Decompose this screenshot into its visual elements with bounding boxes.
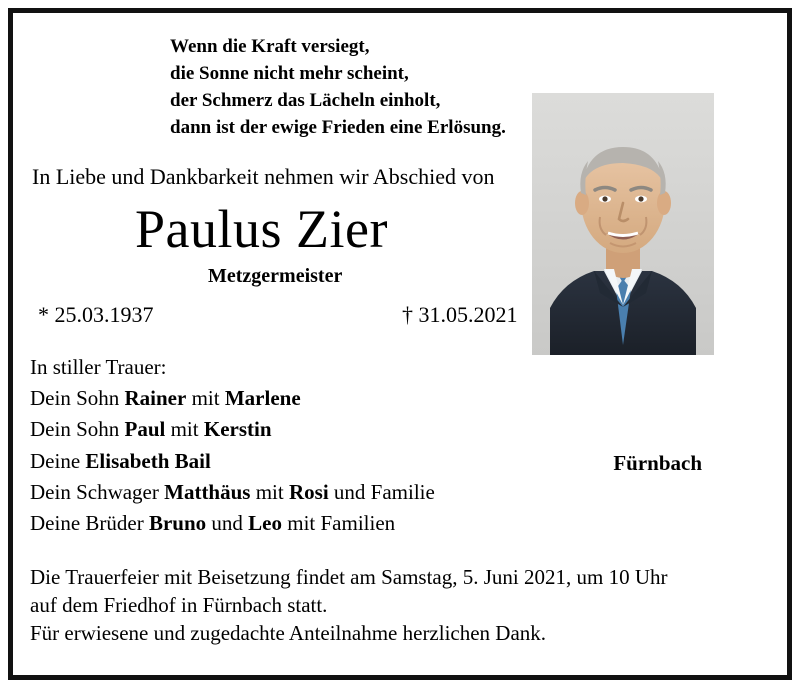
- mourner-seg-bold: Elisabeth Bail: [85, 448, 211, 473]
- mourning-header: In stiller Trauer:: [30, 355, 167, 380]
- portrait-photo: [532, 93, 714, 355]
- mourner-seg-bold: Leo: [248, 510, 282, 535]
- death-date: † 31.05.2021: [402, 302, 518, 328]
- mourner-seg: mit: [250, 479, 289, 504]
- mourner-seg: mit Familien: [281, 510, 396, 535]
- funeral-info: [30, 563, 770, 647]
- mourner-line-4: [30, 477, 770, 508]
- funeral-line-1: Die Trauerfeier mit Beisetzung findet am Samstag, 5. Juni 2021, um 10 Uhr: [30, 564, 668, 589]
- mourner-seg: Dein Sohn: [30, 386, 125, 411]
- mourner-seg: und: [206, 510, 249, 535]
- mourner-seg-bold: Rosi: [288, 479, 329, 504]
- mourner-seg-bold: Bruno: [148, 510, 207, 535]
- mourner-line-5: [30, 508, 770, 539]
- mourner-seg-bold: Kerstin: [203, 417, 272, 442]
- mourner-seg: und Familie: [328, 479, 435, 504]
- poem-line-2: die Sonne nicht mehr scheint,: [170, 62, 409, 84]
- mourner-seg: Dein Schwager: [30, 479, 165, 504]
- mourner-seg: Deine: [30, 448, 86, 473]
- mourner-seg: Dein Sohn: [30, 417, 125, 442]
- deceased-name: Paulus Zier: [135, 198, 388, 259]
- intro-line: In Liebe und Dankbarkeit nehmen wir Abschied von: [32, 163, 495, 189]
- deceased-profession: Metzgermeister: [208, 265, 343, 288]
- poem-line-3: der Schmerz das Lächeln einholt,: [170, 89, 441, 111]
- place-name: Fürnbach: [613, 451, 702, 476]
- poem-line-4: dann ist der ewige Frieden eine Erlösung.: [170, 116, 506, 138]
- mourner-seg-bold: Matthäus: [164, 479, 251, 504]
- funeral-line-2: auf dem Friedhof in Fürnbach statt.: [30, 592, 328, 617]
- funeral-line-3: Für erwiesene und zugedachte Anteilnahme herzlichen Dank.: [30, 620, 547, 645]
- mourner-seg-bold: Rainer: [124, 386, 187, 411]
- poem-line-1: Wenn die Kraft versiegt,: [170, 36, 370, 57]
- birth-date: * 25.03.1937: [38, 302, 154, 328]
- mourner-seg: Deine Brüder: [30, 510, 149, 535]
- mourner-line-1: [30, 383, 770, 414]
- mourner-seg-bold: Paul: [124, 417, 166, 442]
- mourner-seg: mit: [165, 417, 204, 442]
- mourner-seg-bold: Marlene: [224, 386, 301, 411]
- mourners-block: [30, 352, 770, 538]
- mourner-seg: mit: [186, 386, 225, 411]
- mourner-line-2: [30, 414, 770, 445]
